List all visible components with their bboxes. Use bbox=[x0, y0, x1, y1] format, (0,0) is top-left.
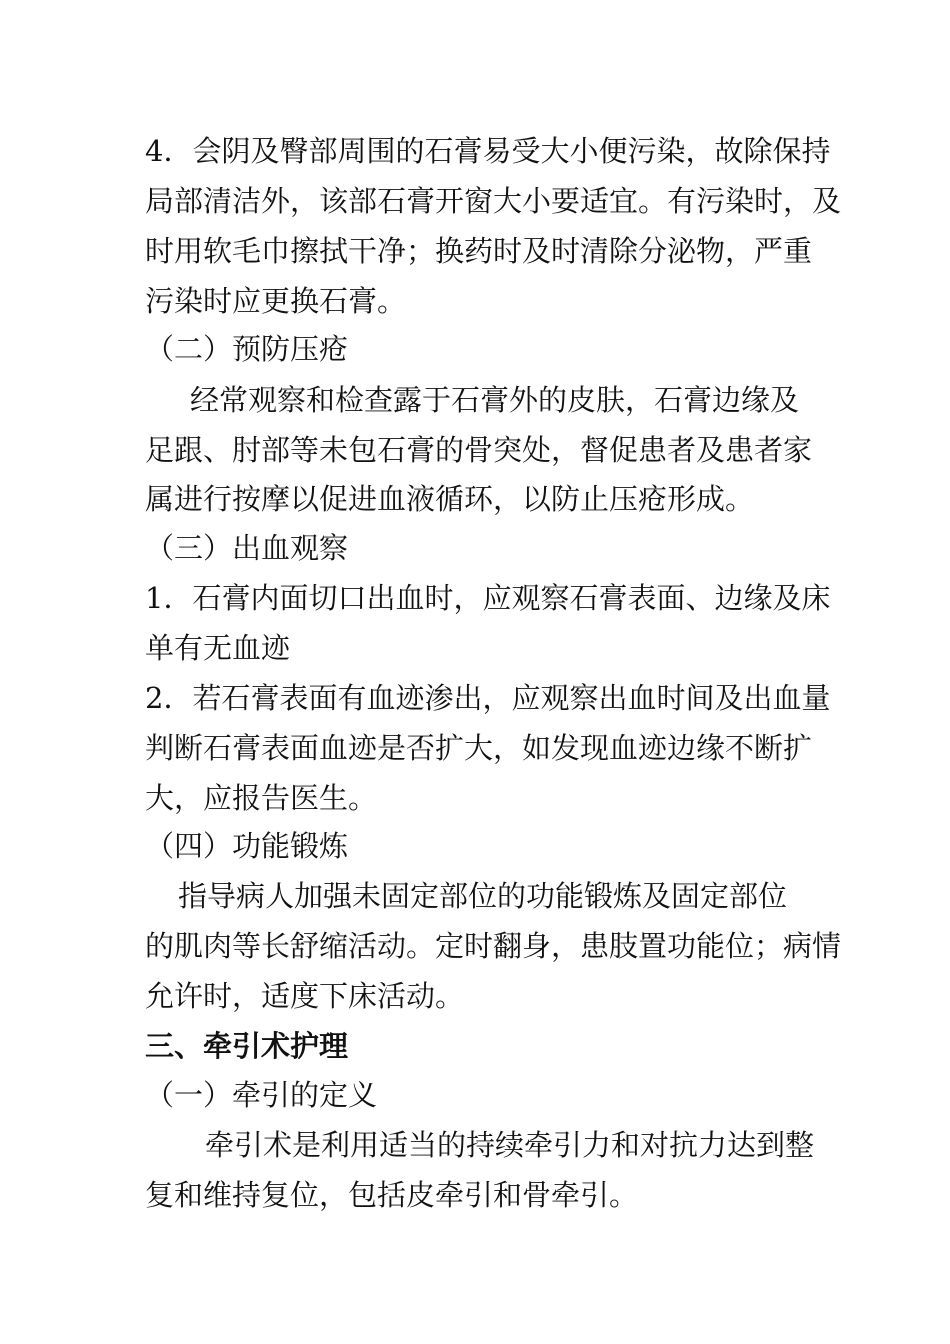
section-heading-exercise: （四）功能锻炼 bbox=[145, 829, 349, 863]
chapter-heading-traction: 三、牵引术护理 bbox=[145, 1029, 349, 1063]
paragraph-4-line-4: 污染时应更换石膏。 bbox=[145, 284, 407, 318]
traction-definition-line-1: 牵引术是利用适当的持续牵引力和对抗力达到整 bbox=[205, 1128, 815, 1162]
exercise-line-2: 的肌肉等长舒缩活动。定时翻身，患肢置功能位；病情 bbox=[145, 929, 842, 963]
pressure-sore-line-1: 经常观察和检查露于石膏外的皮肤，石膏边缘及 bbox=[190, 383, 800, 417]
traction-definition-line-2: 复和维持复位，包括皮牵引和骨牵引。 bbox=[145, 1178, 639, 1212]
pressure-sore-line-3: 属进行按摩以促进血液循环，以防止压疮形成。 bbox=[145, 482, 755, 516]
section-heading-traction-definition: （一）牵引的定义 bbox=[145, 1078, 378, 1112]
exercise-line-3: 允许时，适度下床活动。 bbox=[145, 979, 465, 1013]
bleeding-item-2-line-2: 判断石膏表面血迹是否扩大，如发现血迹边缘不断扩 bbox=[145, 731, 813, 765]
bleeding-item-2-line-3: 大，应报告医生。 bbox=[145, 781, 378, 815]
exercise-line-1: 指导病人加强未固定部位的功能锻炼及固定部位 bbox=[178, 879, 788, 913]
section-heading-bleeding: （三）出血观察 bbox=[145, 531, 349, 565]
bleeding-item-1-line-1: 1．石膏内面切口出血时，应观察石膏表面、边缘及床 bbox=[145, 581, 831, 615]
pressure-sore-line-2: 足跟、肘部等未包石膏的骨突处，督促患者及患者家 bbox=[145, 433, 813, 467]
paragraph-4-line-1: 4．会阴及臀部周围的石膏易受大小便污染，故除保持 bbox=[145, 134, 831, 168]
paragraph-4-line-2: 局部清洁外，该部石膏开窗大小要适宜。有污染时，及 bbox=[145, 184, 842, 218]
bleeding-item-1-line-2: 单有无血迹 bbox=[145, 631, 291, 665]
section-heading-pressure-sore: （二）预防压疮 bbox=[145, 332, 349, 366]
paragraph-4-line-3: 时用软毛巾擦拭干净；换药时及时清除分泌物，严重 bbox=[145, 234, 813, 268]
bleeding-item-2-line-1: 2．若石膏表面有血迹渗出，应观察出血时间及出血量 bbox=[145, 681, 831, 715]
